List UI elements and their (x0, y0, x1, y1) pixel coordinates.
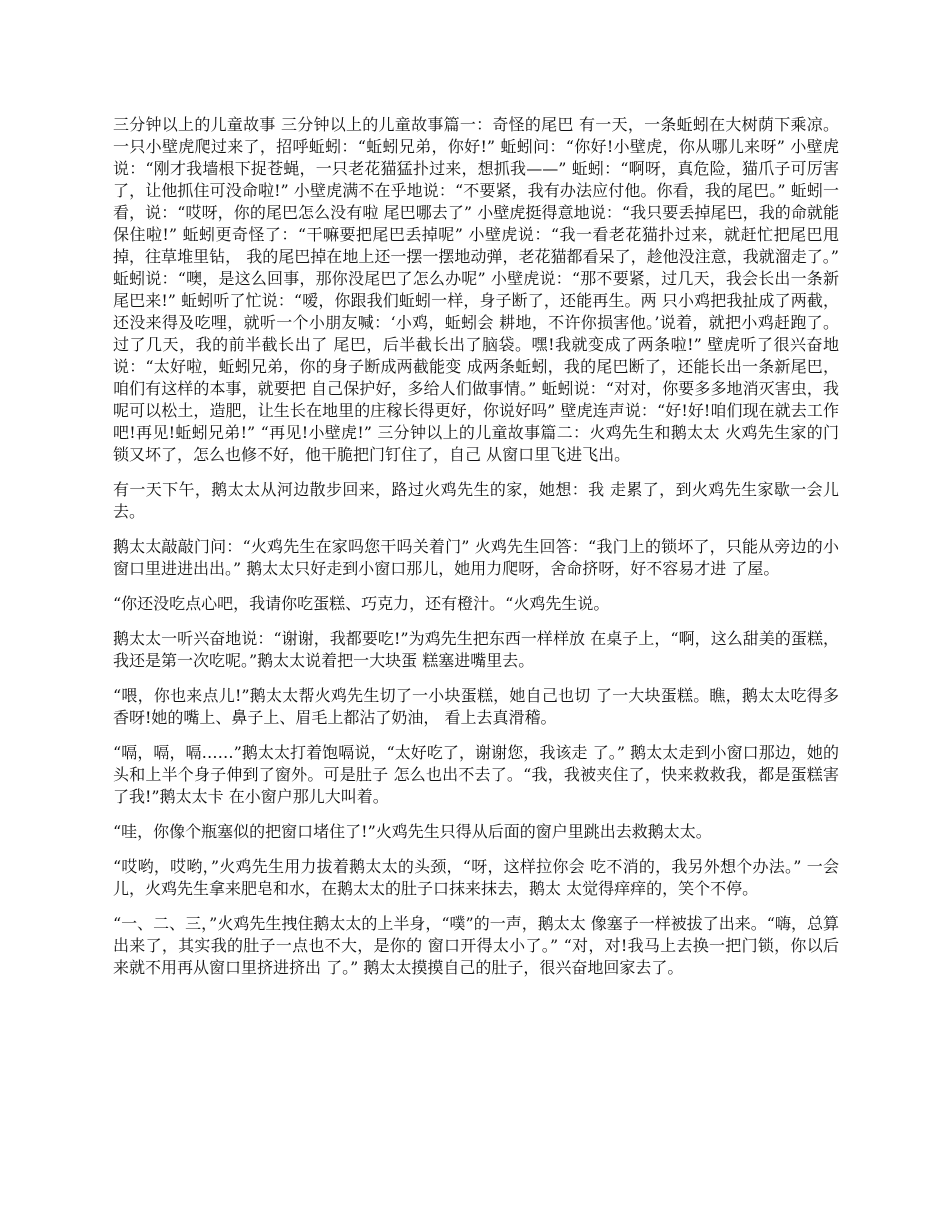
story-paragraph-10: “一、二、三，”火鸡先生拽住鹅太太的上半身，“噗”的一声，鹅太太 像塞子一样被拔了出来。“嗨，总算出来了，其实我的肚子一点也不大，是你的 窗口开得太小了。” “对，对!我马上去换一把门锁，你以后来就不用再从窗口里挤进挤出 了。” 鹅太太摸摸自己的肚子，很兴奋地回家去了。 (113, 914, 839, 977)
story-paragraph-3: 鹅太太敲敲门问：“火鸡先生在家吗您干吗关着门” 火鸡先生回答：“我门上的锁坏了，只能从旁边的小窗口里进进出出。” 鹅太太只好走到小窗口那儿，她用力爬呀，舍命挤呀，好不容易才进 了屋。 (113, 537, 839, 578)
story-paragraph-2: 有一天下午，鹅太太从河边散步回来，路过火鸡先生的家，她想：我 走累了，到火鸡先生家歇一会儿去。 (113, 480, 839, 521)
story-paragraph-4: “你还没吃点心吧，我请你吃蛋糕、巧克力，还有橙汁。“火鸡先生说。 (113, 594, 610, 613)
story-paragraph-5: 鹅太太一听兴奋地说：“谢谢，我都要吃!”为鸡先生把东西一样样放 在桌子上，“啊，这么甜美的蛋糕，我还是第一次吃呢。”鹅太太说着把一大块蛋 糕塞进嘴里去。 (113, 629, 839, 670)
story-paragraph-1: 三分钟以上的儿童故事 三分钟以上的儿童故事篇一：奇怪的尾巴 有一天，一条蚯蚓在大树荫下乘凉。一只小壁虎爬过来了，招呼蚯蚓：“蚯蚓兄弟，你好!” 蚯蚓问：“你好!小壁虎，你从哪儿来呀” 小壁虎说：“刚才我墙根下捉苍蝇，一只老花猫猛扑过来，想抓我——” 蚯蚓：“啊呀，真危险，猫爪子可厉害了，让他抓住可没命啦!” 小壁虎满不在乎地说：“不要紧，我有办法应付他。你看，我的尾巴。” 蚯蚓一看，说：“哎呀，你的尾巴怎么没有啦 尾巴哪去了” 小壁虎挺得意地说：“我只要丢掉尾巴，我的命就能保住啦!” 蚯蚓更奇怪了：“干嘛要把尾巴丢掉呢” 小壁虎说：“我一看老花猫扑过来，就赶忙把尾巴甩掉，往草堆里钻， 我的尾巴掉在地上还一摆一摆地动弹，老花猫都看呆了，趁他没注意，我就溜走了。” 蚯蚓说：“噢，是这么回事，那你没尾巴了怎么办呢” 小壁虎说：“那不要紧，过几天，我会长出一条新尾巴来!” 蚯蚓听了忙说：“嗳，你跟我们蚯蚓一样，身子断了，还能再生。两 只小鸡把我扯成了两截，还没来得及吃哩，就听一个小朋友喊：‘小鸡，蚯蚓会 耕地，不许你损害他。’说着，就把小鸡赶跑了。过了几天，我的前半截长出了 尾巴，后半截长出了脑袋。嘿!我就变成了两条啦!” 壁虎听了很兴奋地说：“太好啦，蚯蚓兄弟，你的身子断成两截能变 成两条蚯蚓，我的尾巴断了，还能长出一条新尾巴，咱们有这样的本事，就要把 自己保护好，多给人们做事情。” 蚯蚓说：“对对，你要多多地消灭害虫，我呢可以松土，造肥，让生长在地里的庄稼长得更好，你说好吗” 壁虎连声说：“好!好!咱们现在就去工作吧!再见!蚯蚓兄弟!” “再见!小壁虎!” 三分钟以上的儿童故事篇二：火鸡先生和鹅太太 火鸡先生家的门锁又坏了，怎么也修不好，他干脆把门钉住了，自己 从窗口里飞进飞出。 (113, 115, 839, 464)
story-paragraph-8: “哇，你像个瓶塞似的把窗口堵住了!”火鸡先生只得从后面的窗户里跳出去救鹅太太。 (113, 822, 712, 841)
document-body (113, 114, 839, 992)
story-paragraph-9: “哎哟，哎哟，”火鸡先生用力拔着鹅太太的头颈，“呀，这样拉你会 吃不消的，我另外想个办法。” 一会儿，火鸡先生拿来肥皂和水，在鹅太太的肚子口抹来抹去，鹅太 太觉得痒痒的，笑个不停。 (113, 857, 839, 898)
story-paragraph-6: “喂，你也来点儿!”鹅太太帮火鸡先生切了一小块蛋糕，她自己也切 了一大块蛋糕。瞧，鹅太太吃得多香呀!她的嘴上、鼻子上、眉毛上都沾了奶油， 看上去真滑稽。 (113, 686, 839, 727)
story-paragraph-7: “嗝，嗝，嗝……”鹅太太打着饱嗝说，“太好吃了，谢谢您，我该走 了。” 鹅太太走到小窗口那边，她的头和上半个身子伸到了窗外。可是肚子 怎么也出不去了。“我，我被夹住了，快来救救我，都是蛋糕害了我!”鹅太太卡 在小窗户那儿大叫着。 (113, 743, 839, 806)
